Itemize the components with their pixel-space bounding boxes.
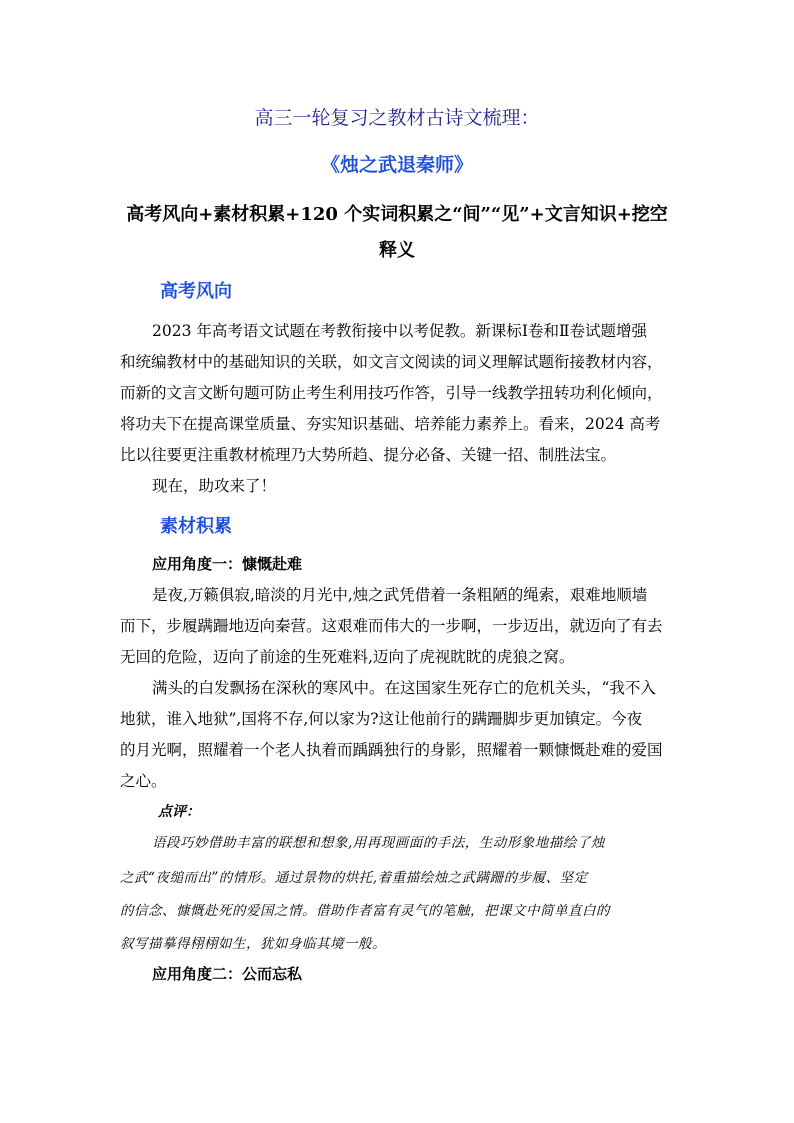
paragraph-line: 是夜,万籁俱寂,暗淡的月光中,烛之武凭借着一条粗陋的绳索，艰难地顺墙 — [152, 586, 648, 604]
paragraph-line: 而新的文言文断句题可防止考生利用技巧作答，引导一线教学扭转功利化倾向， — [120, 384, 663, 402]
angle-heading-1: 应用角度一：慷慨赴难 — [152, 555, 303, 573]
paragraph-line: 而下，步履蹒跚地迈向秦营。这艰难而伟大的一步啊，一步迈出，就迈向了有去 — [120, 617, 663, 635]
paragraph-line: 和统编教材中的基础知识的关联，如文言文阅读的词义理解试题衔接教材内容， — [120, 353, 663, 371]
document-subtitle: 《烛之武退秦师》 — [320, 154, 473, 176]
document-heading-line-2: 释义 — [379, 240, 415, 261]
section-heading-material: 素材积累 — [160, 516, 232, 537]
paragraph-line: 地狱，谁入地狱”,国将不存,何以家为?这让他前行的蹒跚脚步更加镇定。今夜 — [120, 710, 643, 728]
paragraph-line: 的月光啊，照耀着一个老人执着而踽踽独行的身影，照耀着一颗慷慨赴难的爱国 — [120, 741, 663, 759]
review-line: 语段巧妙借助丰富的联想和想象,用再现画面的手法，生动形象地描绘了烛 — [152, 835, 605, 851]
review-line: 之武“夜缒而出”的情形。通过景物的烘托,着重描绘烛之武蹒跚的步履、坚定 — [120, 870, 588, 886]
paragraph-line: 2023 年高考语文试题在考教衔接中以考促教。新课标Ⅰ卷和Ⅱ卷试题增强 — [152, 322, 648, 340]
paragraph-line: 满头的白发飘扬在深秋的寒风中。在这国家生死存亡的危机关头，“我不入 — [152, 679, 656, 697]
paragraph-line: 比以往要更注重教材梳理乃大势所趋、提分必备、关键一招、制胜法宝。 — [120, 446, 617, 464]
document-heading-line-1: 高考风向+素材积累+120 个实词积累之“间”“见”+文言知识+挖空 — [126, 204, 668, 225]
paragraph-line: 将功夫下在提高课堂质量、夯实知识基础、培养能力素养上。看来，2024 高考 — [120, 415, 661, 433]
paragraph-line: 之心。 — [120, 772, 167, 790]
review-label: 点评： — [158, 804, 200, 820]
section-heading-gaokao: 高考风向 — [160, 281, 232, 302]
review-line: 的信念、慷慨赴死的爱国之情。借助作者富有灵气的笔触，把课文中简单直白的 — [120, 903, 610, 919]
angle-heading-2: 应用角度二：公而忘私 — [152, 965, 303, 983]
paragraph-line: 现在，助攻来了！ — [152, 477, 277, 495]
paragraph-line: 无回的危险，迈向了前途的生死难料,迈向了虎视眈眈的虎狼之窝。 — [120, 648, 575, 666]
document-title: 高三一轮复习之教材古诗文梳理： — [254, 107, 540, 129]
review-line: 叙写描摹得栩栩如生，犹如身临其境一般。 — [120, 936, 386, 952]
